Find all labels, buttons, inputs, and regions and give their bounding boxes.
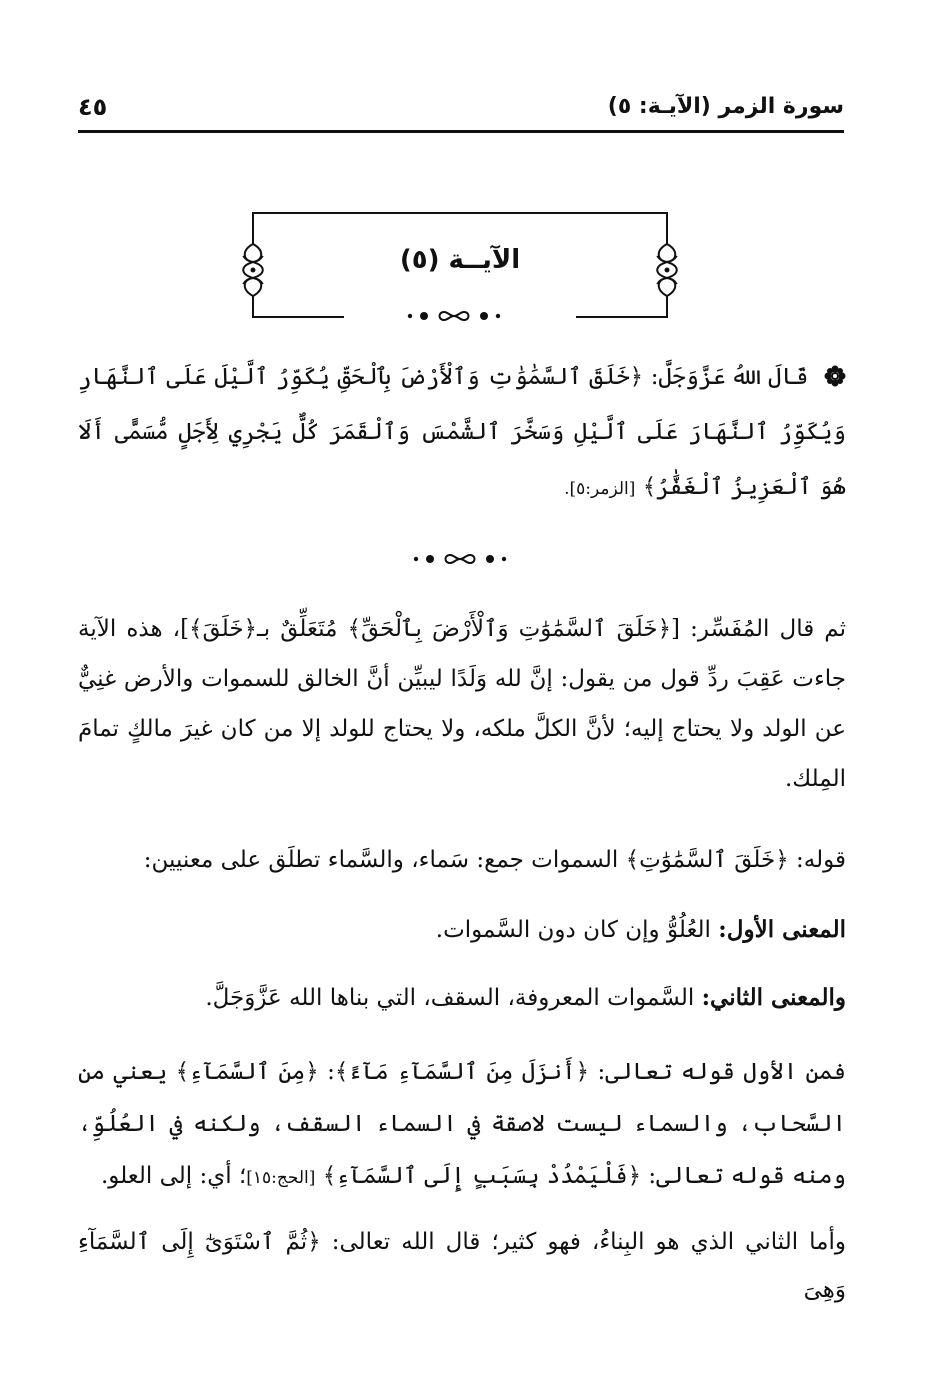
frame-left-top-line	[252, 212, 254, 232]
meaning-label: والمعنى الثاني:	[701, 984, 846, 1011]
verse-text: ﴿خَلَقَ ٱلسَّمَٰوَٰتِ وَٱلْأَرْضَ بِٱلْحَقِّ يُكَوِّرُ ٱلَّيْلَ عَلَى ٱلنَّهَارِ وَيُكَوِّرُ ٱلنَّهَارَ عَلَى ٱلَّيْلِ وَسَخَّرَ ٱلشَّمْسَ وَٱلْقَمَرَ كُلٌّ يَجْرِي لِأَجَلٍ مُّسَمًّى أَلَا هُوَ ٱلْعَزِيزُ ٱلْغَفَّٰرُ﴾	[78, 364, 846, 500]
section-title: الآيــة (٥)	[399, 245, 521, 275]
meaning-text: العُلُوُّ وإن كان دون السَّموات.	[435, 917, 711, 943]
running-header	[78, 92, 844, 133]
meaning-paragraph	[78, 974, 846, 1022]
verse-reference: [الزمر:٥].	[564, 479, 636, 499]
flower-bullet-icon	[824, 365, 846, 387]
dots-ornament-icon	[406, 549, 526, 569]
meaning-label: المعنى الأول:	[718, 916, 846, 943]
paragraph-text: فمن الأول قوله تعالى: ﴿أَنزَلَ مِنَ ٱلسَّمَآءِ مَآءً﴾: ﴿مِنَ ٱلسَّمَآءِ﴾ يعني من السَّحاب، والسماء ليست لاصقة في السماء السقف، ولكنه في العُلُوِّ، ومنه قوله تعالى: ﴿فَلْيَمْدُدْ بِسَبَبٍ إِلَى ٱلسَّمَآءِ﴾	[78, 1059, 846, 1189]
frame-right-top-line	[666, 212, 668, 232]
verse-reference: [الحج:١٥]	[246, 1168, 316, 1188]
page-number: ٤٥	[78, 93, 108, 121]
dots-ornament-icon	[400, 306, 520, 326]
commentary-paragraph: قوله: ﴿خَلَقَ ٱلسَّمَٰوَٰتِ﴾ السموات جمع: سَماء، والسَّماء تطلَق على معنيين:	[143, 847, 846, 873]
commentary-paragraph	[78, 1046, 846, 1204]
surah-title: سورة الزمر (الآيـة: ٥)	[607, 94, 844, 119]
meaning-text: السَّموات المعروفة، السقف، التي بناها الله عَزَّوَجَلَّ.	[205, 985, 695, 1011]
verse-paragraph	[78, 350, 846, 517]
frame-top-line	[252, 212, 668, 214]
commentary-paragraph: ثم قال المُفَسِّر: [﴿خَلَقَ ٱلسَّمَٰوَٰتِ وَٱلْأَرْضَ بِٱلْحَقِّ﴾ مُتَعَلِّقٌ بـ﴿خَلَقَ﴾]، هذه الآية جاءت عَقِبَ ردِّ قول من يقول: إنَّ لله وَلَدًا ليبيِّن أنَّ الخالق للسموات والأرض غنِيٌّ عن الولد ولا يحتاج إليه؛ لأنَّ الكلَّ ملكه، ولا يحتاج للولد إلا من كان غيرَ مالكٍ تمامَ المِلك.	[78, 616, 846, 792]
frame-bottom-left-line	[252, 316, 344, 318]
commentary-paragraph: وأما الثاني الذي هو البِناءُ، فهو كثير؛ قال الله تعالى: ﴿ثُمَّ ٱسْتَوَىٰٓ إِلَى ٱلسَّمَآءِ وَهِىَ	[78, 1229, 846, 1303]
section-title-frame	[252, 212, 668, 320]
verse-intro: قَالَ اللهُ عَزَّوَجَلَّ:	[650, 364, 809, 390]
paragraph-text: ؛ أي: إلى العلو.	[101, 1163, 247, 1189]
frame-bottom-right-line	[576, 316, 668, 318]
meaning-paragraph	[78, 906, 846, 954]
